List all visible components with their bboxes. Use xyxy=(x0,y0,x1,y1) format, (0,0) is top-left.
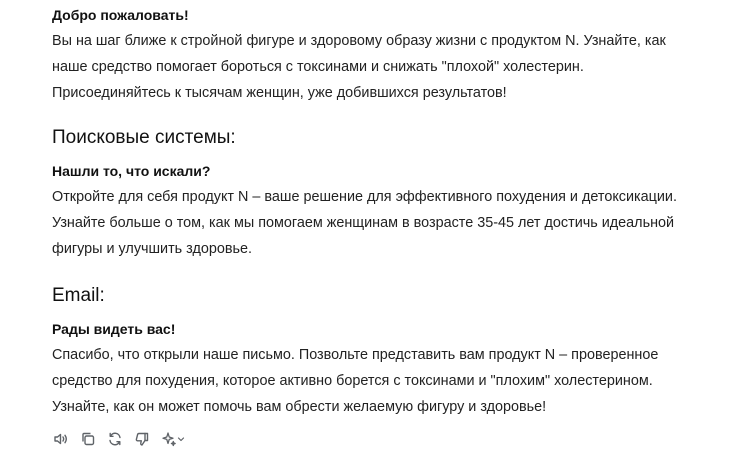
email-section-title: Email: xyxy=(52,285,105,306)
sparkle-icon xyxy=(161,431,177,447)
welcome-line-3: Присоединяйтесь к тысячам женщин, уже добившихся результатов! xyxy=(52,85,507,101)
chevron-down-icon xyxy=(177,435,185,443)
search-line-3: фигуры и улучшить здоровье. xyxy=(52,241,253,257)
thumbs-down-icon xyxy=(134,431,150,447)
speaker-icon xyxy=(53,431,69,447)
copy-icon xyxy=(80,431,96,447)
email-block xyxy=(52,316,658,420)
welcome-heading: Добро пожаловать! xyxy=(52,7,189,23)
copy-button[interactable] xyxy=(77,428,99,450)
search-section-title: Поисковые системы: xyxy=(52,127,236,148)
email-heading: Рады видеть вас! xyxy=(52,321,176,337)
search-heading: Нашли то, что искали? xyxy=(52,163,211,179)
search-block xyxy=(52,158,677,262)
search-line-1: Откройте для себя продукт N – ваше решение для эффективного похудения и детоксикации. xyxy=(52,189,677,205)
read-aloud-button[interactable] xyxy=(50,428,72,450)
welcome-line-2: наше средство помогает бороться с токсинами и снижать "плохой" холестерин. xyxy=(52,59,584,75)
model-menu-button[interactable] xyxy=(158,428,188,450)
email-line-2: средство для похудения, которое активно борется с токсинами и "плохим" холестерином. xyxy=(52,373,653,389)
email-line-3: Узнайте, как он может помочь вам обрести желаемую фигуру и здоровье! xyxy=(52,399,547,415)
search-line-2: Узнайте больше о том, как мы помогаем женщинам в возрасте 35-45 лет достичь идеальной xyxy=(52,215,675,231)
email-line-1: Спасибо, что открыли наше письмо. Позвольте представить вам продукт N – проверенное xyxy=(52,347,659,363)
dislike-button[interactable] xyxy=(131,428,153,450)
message-actions-toolbar xyxy=(50,428,193,450)
regenerate-icon xyxy=(107,431,123,447)
welcome-line-1: Вы на шаг ближе к стройной фигуре и здоровому образу жизни с продуктом N. Узнайте, как xyxy=(52,33,666,49)
regenerate-button[interactable] xyxy=(104,428,126,450)
welcome-block xyxy=(52,2,666,106)
